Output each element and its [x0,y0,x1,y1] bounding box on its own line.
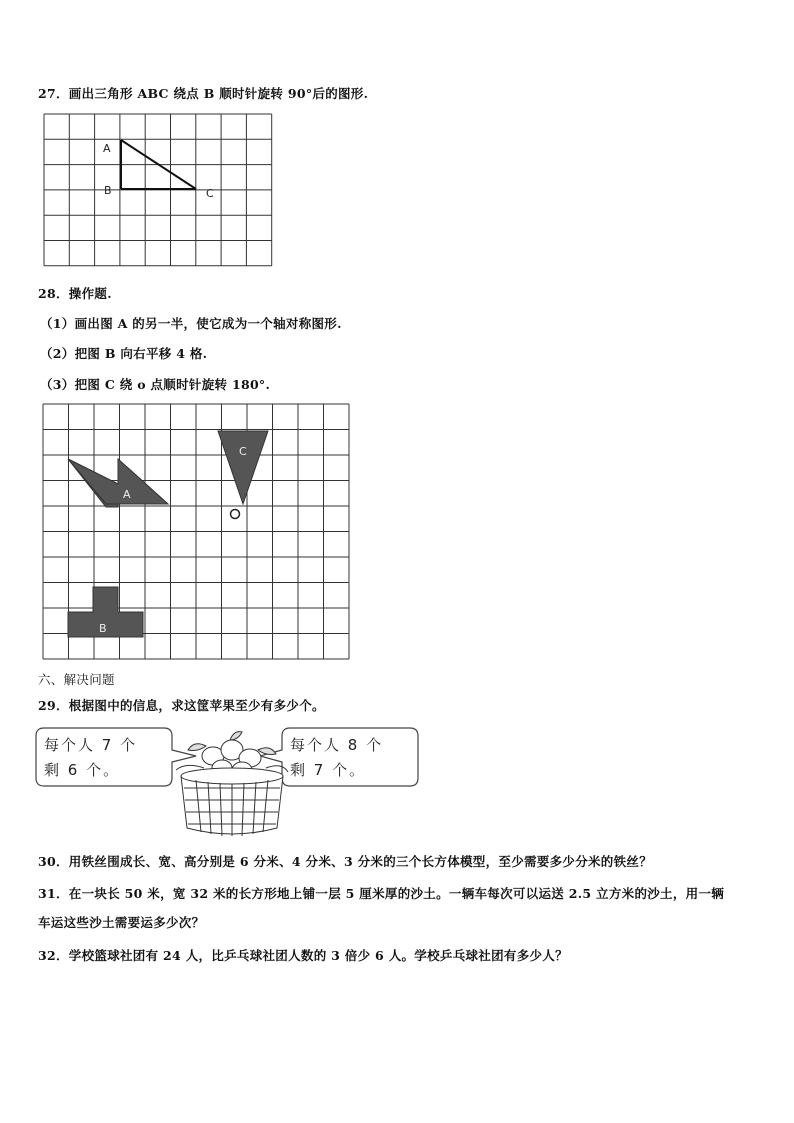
shape-c [218,431,268,504]
q27-label-a: A [103,142,111,155]
bubble-right-line-2: 剩 7 个。 [290,761,367,779]
apple-basket-icon [176,732,288,836]
shape-a-label: A [123,488,131,501]
q29-illustration [36,728,426,844]
rotation-point-o [231,510,240,519]
q29-text: 29．根据图中的信息，求这筐苹果至少有多少个。 [38,698,325,713]
section-title: 六、解决问题 [38,672,115,687]
bubble-left-line-1: 每个人 7 个 [44,736,138,754]
q28-title: 28．操作题. [38,286,112,301]
shape-c-label: C [239,445,247,458]
q27-grid [44,114,274,272]
q30-text: 30．用铁丝围成长、宽、高分别是 6 分米、4 分米、3 分米的三个长方体模型，至少需要多少分米的铁丝？ [38,854,652,869]
q32-text: 32．学校篮球社团有 24 人，比乒乓球社团人数的 3 倍少 6 人。学校乒乓球社团有多少人？ [38,948,568,963]
q28-item-2: （2）把图 B 向右平移 4 格. [40,346,208,361]
q28-grid [43,404,353,664]
q28-item-3: （3）把图 C 绕 o 点顺时针旋转 180°. [40,377,271,392]
shape-a-main [68,459,168,504]
bubble-right-line-1: 每个人 8 个 [290,736,384,754]
q31-line-2: 车运这些沙土需要运多少次？ [38,915,205,930]
bubble-left-line-2: 剩 6 个。 [44,761,121,779]
q27-label-b: B [104,184,112,197]
q27-label-c: C [206,187,214,200]
q27-text: 27．画出三角形 ABC 绕点 B 顺时针旋转 90°后的图形. [38,86,369,101]
q31-line-1: 31．在一块长 50 米，宽 32 米的长方形地上铺一层 5 厘米厚的沙土。一辆车每次可以运送 2.5 立方米的沙土，用一辆 [38,886,725,901]
shape-b-label: B [99,622,107,635]
q28-item-1: （1）画出图 A 的另一半，使它成为一个轴对称图形. [40,316,342,331]
